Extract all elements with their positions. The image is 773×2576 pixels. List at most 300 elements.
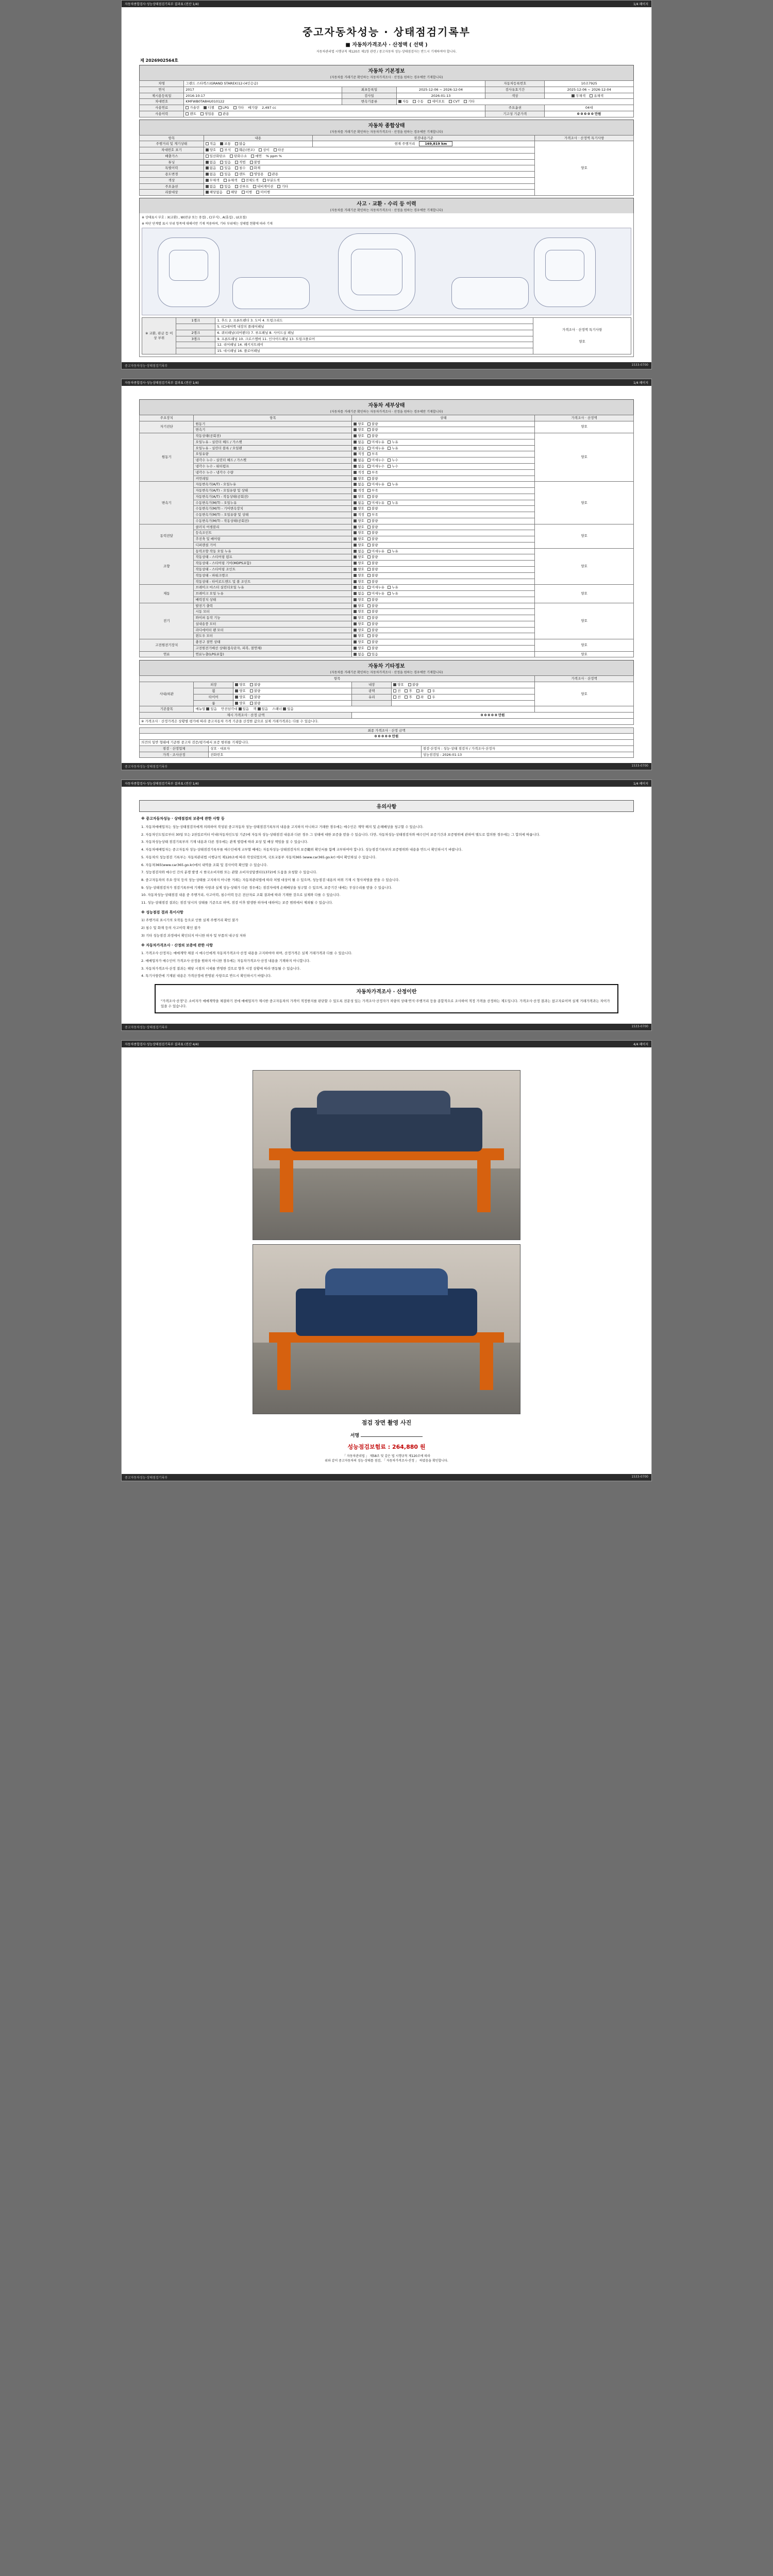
detail-option[interactable] <box>388 440 398 445</box>
detail-option[interactable] <box>367 422 378 427</box>
notice-sub-item-0: 1) 주행거리 표시기의 오작동 등으로 인한 실제 주행거리 확인 불가 <box>141 918 239 923</box>
opt-2-2[interactable] <box>251 154 262 159</box>
checkbox-icon <box>220 185 223 188</box>
fuel-option-1[interactable] <box>204 106 214 110</box>
detail-option-label: 양호 <box>358 597 364 602</box>
opt-3-0[interactable] <box>206 160 216 165</box>
detail-option[interactable] <box>388 501 398 505</box>
detail-option-label: 적정 <box>358 452 364 456</box>
basic-carname-label: 차명 <box>140 81 184 87</box>
detail-option[interactable] <box>367 609 378 614</box>
detail-option[interactable] <box>354 519 364 523</box>
other-row-2-opts[interactable] <box>233 694 352 700</box>
detail-group-remark: 양호 <box>535 639 634 652</box>
detail-option[interactable] <box>354 488 364 493</box>
opt-4-1[interactable] <box>220 166 231 171</box>
detail-option[interactable] <box>354 513 364 517</box>
detail-item-options[interactable] <box>352 566 535 572</box>
overall-row-0-opts[interactable] <box>204 141 312 147</box>
other-opt2-1-2-label: 좌 <box>420 689 424 693</box>
detail-option-label: 누수 <box>392 458 398 463</box>
detail-item-options[interactable] <box>352 421 535 427</box>
detail-option[interactable] <box>367 501 384 505</box>
detail-option[interactable] <box>354 464 364 469</box>
detail-item-options[interactable] <box>352 457 535 464</box>
detail-option-label: 불량 <box>371 603 378 608</box>
detail-option[interactable] <box>367 591 384 596</box>
opt-1-3[interactable] <box>259 148 270 152</box>
opt-1-4[interactable] <box>274 148 284 152</box>
opt-2-1[interactable] <box>230 154 247 159</box>
detail-option[interactable] <box>354 482 364 487</box>
detail-item-options[interactable] <box>352 500 535 506</box>
detail-item-options[interactable] <box>352 506 535 512</box>
usage-option-1[interactable] <box>200 112 214 116</box>
fuel-option-2[interactable] <box>219 106 229 110</box>
detail-item-options[interactable] <box>352 433 535 439</box>
other-opt2-1-3[interactable] <box>428 689 435 693</box>
detail-item-options[interactable] <box>352 512 535 518</box>
overall-row-2-opts[interactable] <box>204 153 535 159</box>
detail-option[interactable] <box>367 440 384 445</box>
other-opt-2-1[interactable] <box>250 695 261 700</box>
detail-option[interactable] <box>367 434 378 438</box>
accident-remark-label: 가격조사 · 산정액 특기사항 <box>562 328 602 332</box>
opt-4-0[interactable] <box>206 166 216 171</box>
opt-4-3[interactable] <box>250 166 261 171</box>
detail-item-options[interactable] <box>352 524 535 530</box>
detail-option-label: 누유 <box>392 446 398 450</box>
checkbox-icon <box>367 434 371 437</box>
detail-option[interactable] <box>354 422 364 427</box>
detail-item-options[interactable] <box>352 427 535 433</box>
other-opt2-2-1[interactable] <box>405 695 412 700</box>
other-std-opts[interactable] <box>194 706 535 713</box>
detail-option[interactable] <box>388 591 398 596</box>
overall-row-6-opts[interactable] <box>204 177 535 183</box>
detail-group-5-name: 제동 <box>140 585 194 603</box>
other-row-0-label: 외장 <box>194 682 233 688</box>
opt-1-0[interactable] <box>206 148 216 152</box>
opt-3-3[interactable] <box>250 160 261 165</box>
other-opt2-2-3[interactable] <box>428 695 435 700</box>
detail-item-options[interactable] <box>352 603 535 609</box>
detail-option[interactable] <box>367 446 384 451</box>
checkbox-icon <box>367 653 371 656</box>
detail-item-options[interactable] <box>352 621 535 627</box>
detail-option[interactable] <box>367 519 378 523</box>
opt-7-1-label: 있음 <box>224 184 231 189</box>
detail-option[interactable] <box>354 652 364 657</box>
basic-type-label: 변속기종류 <box>342 99 396 105</box>
checkbox-icon <box>219 112 222 115</box>
detail-option[interactable] <box>354 634 364 638</box>
trans-option-4[interactable] <box>464 99 475 104</box>
overall-row-7-opts[interactable] <box>204 183 535 190</box>
opt-6-3[interactable] <box>263 178 280 183</box>
detail-group-remark: 양호 <box>535 651 634 657</box>
basic-year-label: 연식 <box>140 87 184 93</box>
detail-option[interactable] <box>354 428 364 432</box>
opt-1-1[interactable] <box>220 148 231 152</box>
checkbox-icon <box>367 568 371 571</box>
detail-item-options[interactable] <box>352 536 535 543</box>
other-opt2-2-0[interactable] <box>393 695 400 700</box>
detail-option-label: 양호 <box>358 628 364 632</box>
detail-option[interactable] <box>367 598 378 602</box>
detail-option[interactable] <box>354 561 364 566</box>
opt-5-2[interactable] <box>235 172 246 177</box>
detail-option[interactable] <box>367 464 384 469</box>
checkbox-icon <box>263 179 266 182</box>
checkbox-icon <box>367 610 371 613</box>
fuel-option-2-label: LPG <box>222 106 229 110</box>
std-3[interactable] <box>221 707 249 711</box>
detail-item-options[interactable] <box>352 476 535 482</box>
detail-option[interactable] <box>367 428 378 432</box>
other-row-1-opts2[interactable] <box>392 688 535 694</box>
detail-item-options[interactable] <box>352 591 535 597</box>
other-opt2-2-2-label: 좌 <box>420 694 424 699</box>
opt-7-3[interactable] <box>253 184 273 189</box>
detail-item-label: 연료누출(LPG포함) <box>194 651 352 657</box>
other-opt2-1-2[interactable] <box>416 689 424 693</box>
detail-option[interactable] <box>367 555 378 560</box>
notice-item-8: 9. 성능·상태점검자가 점검기록부에 기재한 사항과 실제 성능·상태가 다른 경우에는 점검자에게 손해배상을 청구할 수 있으며, 보증기간 내에는 무상수리를 받을 수 있습니다. <box>141 885 392 890</box>
checkbox-icon <box>354 513 357 516</box>
opt-5-1-label: 있음 <box>224 172 231 177</box>
detail-option[interactable] <box>367 622 378 626</box>
detail-option[interactable] <box>354 434 364 438</box>
opt-7-1[interactable] <box>220 184 231 189</box>
detail-option[interactable] <box>367 482 384 487</box>
opt-0-1[interactable] <box>220 142 231 146</box>
topbar-left-text-3: 자동차종합검사·성능상태점검기록부 결과표 (전산 1/4) <box>125 782 199 786</box>
detail-option-label: 없음 <box>358 482 364 487</box>
opt-5-3[interactable] <box>250 172 264 177</box>
checkbox-icon <box>239 707 242 710</box>
detail-option[interactable] <box>367 531 378 535</box>
opt-3-1[interactable] <box>220 160 231 165</box>
detail-option[interactable] <box>367 452 378 456</box>
detail-option[interactable] <box>354 501 364 505</box>
detail-option-label: 없음 <box>358 652 364 656</box>
checkbox-icon <box>206 173 209 176</box>
other-row-1-opts[interactable] <box>233 688 352 694</box>
detail-item-label: 오일유량 <box>194 451 352 457</box>
std-2[interactable] <box>195 707 216 711</box>
detail-item-options[interactable] <box>352 627 535 633</box>
other-opt-1-1[interactable] <box>250 689 261 693</box>
opt-8-3[interactable] <box>256 190 270 195</box>
detail-option[interactable] <box>354 531 364 535</box>
detail-option[interactable] <box>354 567 364 572</box>
detail-option[interactable] <box>367 646 378 651</box>
detail-option[interactable] <box>354 580 364 584</box>
detail-group-remark: 양호 <box>535 603 634 639</box>
checkbox-icon <box>367 616 371 619</box>
detail-option[interactable] <box>354 537 364 541</box>
detail-option[interactable] <box>367 537 378 541</box>
detail-option[interactable] <box>354 573 364 578</box>
detail-item-options[interactable] <box>352 518 535 524</box>
detail-option[interactable] <box>367 604 378 608</box>
detail-option[interactable] <box>354 446 364 451</box>
basic-year-value: 2017 <box>184 87 342 93</box>
detail-option-label: 미세누유 <box>371 500 385 505</box>
detail-option[interactable] <box>354 609 364 614</box>
checkbox-icon <box>388 465 391 468</box>
other-opt2-0-0[interactable] <box>393 683 404 687</box>
detail-option[interactable] <box>367 628 378 633</box>
detail-option[interactable] <box>354 452 364 456</box>
checkbox-icon <box>219 106 222 109</box>
checkbox-icon <box>354 483 357 486</box>
detail-row <box>140 482 634 488</box>
detail-option[interactable] <box>354 604 364 608</box>
detail-item-options[interactable] <box>352 548 535 554</box>
detail-option[interactable] <box>354 640 364 645</box>
other-opt-0-0[interactable] <box>235 683 246 687</box>
detail-option[interactable] <box>354 555 364 560</box>
basic-insp-count-value: 0 0 0 0 0 만원 <box>545 111 634 117</box>
checkbox-icon <box>235 173 238 176</box>
detail-item-options[interactable] <box>352 651 535 657</box>
other-opt2-0-1[interactable] <box>408 683 419 687</box>
trans-option-3[interactable] <box>449 99 460 104</box>
detail-item-options[interactable] <box>352 463 535 469</box>
opt-7-0[interactable] <box>206 184 216 189</box>
detail-option-label: 불량 <box>371 609 378 614</box>
std-2-val: 있음 <box>210 707 217 711</box>
other-row-0-opts2[interactable] <box>392 682 535 688</box>
detail-option-label: 양호 <box>358 573 364 578</box>
detail-item-options[interactable] <box>352 597 535 603</box>
detail-item-options[interactable] <box>352 482 535 488</box>
detail-item-label: 브레이크 마스터 실린더오일 누유 <box>194 585 352 591</box>
detail-option[interactable] <box>354 598 364 602</box>
detail-option[interactable] <box>367 513 378 517</box>
detail-item-label: 브레이크 오일 누유 <box>194 591 352 597</box>
opt-8-1[interactable] <box>227 190 238 195</box>
opt-0-2[interactable] <box>235 142 246 146</box>
detail-option[interactable] <box>354 543 364 548</box>
trans-option-0[interactable] <box>398 99 409 104</box>
other-opt2-2-2[interactable] <box>416 695 424 700</box>
detail-option[interactable] <box>367 640 378 645</box>
detail-item-options[interactable] <box>352 530 535 536</box>
opt-3-2[interactable] <box>235 160 246 165</box>
other-opt-2-0[interactable] <box>235 695 246 700</box>
detail-option[interactable] <box>367 477 378 481</box>
detail-option[interactable] <box>354 616 364 620</box>
detail-option[interactable] <box>367 616 378 620</box>
detail-option[interactable] <box>367 634 378 638</box>
bottombar-left: 중고자동차성능·상태점검기록부 <box>125 364 168 368</box>
overall-row-5-opts[interactable] <box>204 172 535 178</box>
detail-option[interactable] <box>388 549 398 554</box>
detail-option[interactable] <box>367 506 378 511</box>
detail-option[interactable] <box>354 525 364 530</box>
detail-option[interactable] <box>354 646 364 651</box>
checkbox-icon <box>464 100 467 103</box>
detail-group-1-name: 원동기 <box>140 433 194 482</box>
doc-note: 자동차관리법 시행규칙 제120조 제1항 관련 / 중고자동차 성능·상태점검자는 반드시 기재하여야 합니다. <box>316 50 457 54</box>
detail-option[interactable] <box>367 458 384 463</box>
detail-option[interactable] <box>367 525 378 530</box>
detail-item-options[interactable] <box>352 469 535 476</box>
detail-item-options[interactable] <box>352 542 535 548</box>
detail-option[interactable] <box>367 495 378 499</box>
color-option-0[interactable] <box>572 94 585 98</box>
detail-item-options[interactable] <box>352 639 535 646</box>
detail-item-label: 자동변속기(A/T) - 오일유량 및 상태 <box>194 488 352 494</box>
foot-note <box>139 1454 634 1464</box>
other-opt2-1-0[interactable] <box>393 689 400 693</box>
usage-option-2[interactable] <box>219 112 229 116</box>
detail-item-options[interactable] <box>352 488 535 494</box>
opt-0-0[interactable] <box>206 142 216 146</box>
other-row-0-opts[interactable] <box>233 682 352 688</box>
detail-option[interactable] <box>367 585 384 590</box>
detail-option-label: 양호 <box>358 494 364 499</box>
detail-item-options[interactable] <box>352 579 535 585</box>
photo-2-lift-post-right <box>480 1339 493 1389</box>
fuel-option-0[interactable] <box>186 106 199 110</box>
detail-option[interactable] <box>354 477 364 481</box>
usage-option-0[interactable] <box>186 112 196 116</box>
checkbox-icon <box>220 148 223 151</box>
checkbox-icon <box>367 489 371 492</box>
opt-2-0[interactable] <box>206 154 226 159</box>
detail-option-label: 미세누유 <box>371 585 385 590</box>
detail-group-remark: 양호 <box>535 585 634 603</box>
overall-row-4-opts[interactable] <box>204 165 535 172</box>
other-opt-1-0-label: 양호 <box>239 689 246 693</box>
detail-option-label: 없음 <box>358 591 364 596</box>
opt-5-0[interactable] <box>206 172 216 177</box>
detail-item-options[interactable] <box>352 439 535 445</box>
other-opt-0-1[interactable] <box>250 683 261 687</box>
detail-option-label: 없음 <box>358 500 364 505</box>
mileage-value: 169,819 km <box>419 141 452 146</box>
detail-option[interactable] <box>354 458 364 463</box>
opt-4-2[interactable] <box>235 166 246 171</box>
other-row-3-opts[interactable] <box>233 700 352 706</box>
detail-option[interactable] <box>388 464 398 469</box>
detail-item-options[interactable] <box>352 445 535 451</box>
detail-option[interactable] <box>367 573 378 578</box>
detail-item-options[interactable] <box>352 585 535 591</box>
detail-item-options[interactable] <box>352 615 535 621</box>
rank-4-text: 12. 리어패널 14. 패키지트레이 <box>215 342 533 348</box>
fuel-option-1-label: 디젤 <box>208 106 214 110</box>
other-opt-1-0[interactable] <box>235 689 246 693</box>
opt-8-2[interactable] <box>242 190 253 195</box>
other-opt-3-1[interactable] <box>250 701 261 706</box>
opt-7-4[interactable] <box>277 184 288 189</box>
notice-item-2: 3. 자동차성능상태 점검기록부의 기재 내용과 다른 경우에는 관계 법령에 따라 보상 및 배상 책임을 질 수 있습니다. <box>141 840 308 844</box>
opt-6-2[interactable] <box>242 178 259 183</box>
color-option-1[interactable] <box>590 94 603 98</box>
detail-item-options[interactable] <box>352 561 535 567</box>
detail-option[interactable] <box>388 458 398 463</box>
opt-1-2[interactable] <box>235 148 255 152</box>
opt-7-2[interactable] <box>235 184 249 189</box>
detail-item-options[interactable] <box>352 609 535 615</box>
car-diagram-side-left <box>232 277 310 309</box>
detail-option-label: 불량 <box>371 531 378 535</box>
detail-option[interactable] <box>354 628 364 633</box>
overall-row-3-opts[interactable] <box>204 159 535 165</box>
detail-option[interactable] <box>367 470 378 475</box>
std-4[interactable] <box>253 707 268 711</box>
detail-item-options[interactable] <box>352 451 535 457</box>
rank-4 <box>176 342 215 348</box>
std-5[interactable] <box>272 707 293 711</box>
detail-option[interactable] <box>367 488 378 493</box>
photo-2-vehicle-body <box>296 1289 477 1336</box>
detail-option[interactable] <box>388 482 398 487</box>
checkbox-icon <box>250 161 253 164</box>
other-opt-0-0-label: 양호 <box>239 683 246 687</box>
opt-6-1[interactable] <box>224 178 238 183</box>
detail-option[interactable] <box>354 549 364 554</box>
detail-option[interactable] <box>354 440 364 445</box>
detail-option[interactable] <box>388 446 398 451</box>
detail-option[interactable] <box>354 591 364 596</box>
detail-option[interactable] <box>367 580 378 584</box>
opt-4-0-label: 없음 <box>209 166 216 171</box>
detail-item-options[interactable] <box>352 554 535 561</box>
overall-row-8-opts[interactable] <box>204 190 535 196</box>
detail-option[interactable] <box>367 561 378 566</box>
detail-option[interactable] <box>367 652 378 657</box>
opt-5-1[interactable] <box>220 172 231 177</box>
other-row-2-opts2[interactable] <box>392 694 535 700</box>
detail-option[interactable] <box>354 585 364 590</box>
rank-3: 3랭크 <box>176 336 215 342</box>
other-opt2-1-1[interactable] <box>405 689 412 693</box>
detail-option[interactable] <box>388 585 398 590</box>
overall-row-1-opts[interactable] <box>204 147 535 154</box>
detail-item-options[interactable] <box>352 494 535 500</box>
fuel-option-3[interactable] <box>233 106 244 110</box>
detail-status-table <box>139 415 634 658</box>
opt-5-4[interactable] <box>268 172 279 177</box>
detail-option[interactable] <box>354 470 364 475</box>
checkbox-icon <box>200 112 204 115</box>
detail-item-options[interactable] <box>352 633 535 639</box>
detail-option[interactable] <box>354 495 364 499</box>
detail-option[interactable] <box>367 549 384 554</box>
detail-option[interactable] <box>367 543 378 548</box>
detail-option[interactable] <box>354 622 364 626</box>
notice-item2-0: 1. 가격조사·산정자는 매매계약 체결 시 매수인에게 자동차가격조사·산정 내용을 고지하여야 하며, 산정가격은 실제 거래가격과 다를 수 있습니다. <box>141 951 352 956</box>
trans-option-2[interactable] <box>428 99 445 104</box>
other-opt-3-0[interactable] <box>235 701 246 706</box>
detail-item-options[interactable] <box>352 572 535 579</box>
detail-option[interactable] <box>354 506 364 511</box>
checkbox-icon <box>405 696 408 699</box>
trans-option-1[interactable] <box>413 99 424 104</box>
opt-8-0[interactable] <box>206 190 223 195</box>
signature-line[interactable] <box>361 1436 423 1437</box>
detail-item-label: 윈도우 모터 <box>194 633 352 639</box>
detail-item-options[interactable] <box>352 645 535 651</box>
detail-option[interactable] <box>367 567 378 572</box>
opt-6-0[interactable] <box>206 178 220 183</box>
